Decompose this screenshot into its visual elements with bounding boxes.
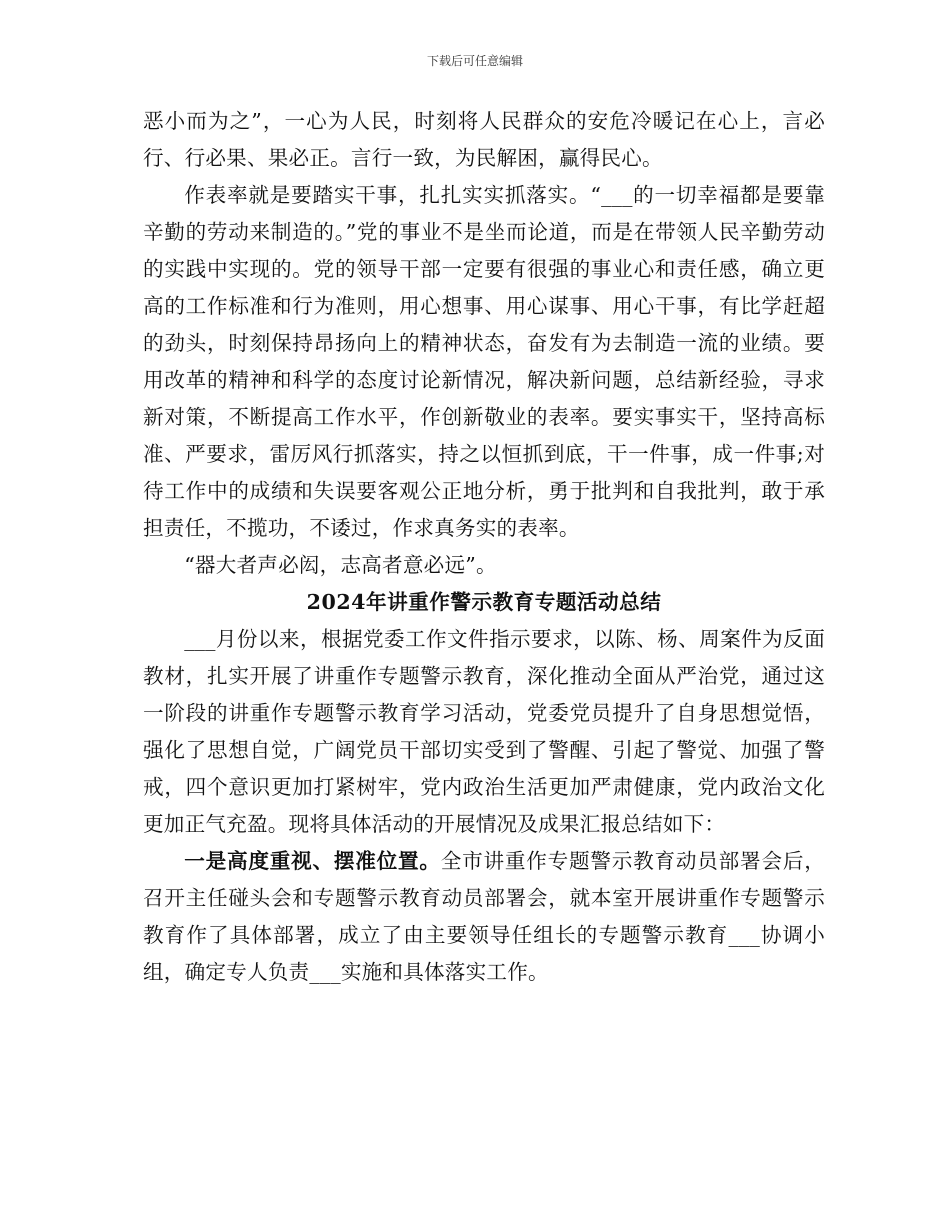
paragraph-exemplar: 作表率就是要踏实干事，扎扎实实抓落实。“___的一切幸福都是要靠辛勤的劳动来制造的。”党的事业不是坐而论道，而是在带领人民辛勤劳动的实践中实现的。党的领导干部一定要有很强的事业心和责任感，确立更高的工作标准和行为准则，用心想事、用心谋事、用心干事，有比学赶超的劲头，时刻保持昂扬向上的精神状态，奋发有为去制造一流的业绩。要用改革的精神和科学的态度讨论新情况，解决新问题，总结新经验，寻求新对策，不断提高工作水平，作创新敬业的表率。要实事实干，坚持高标准、严要求，雷厉风行抓落实，持之以恒抓到底，干一件事，成一件事;对待工作中的成绩和失误要客观公正地分析，勇于批判和自我批判，敢于承担责任，不揽功，不诿过，作求真务实的表率。 — [143, 183, 825, 540]
paragraph-continuation: 恶小而为之”，一心为人民，时刻将人民群众的安危冷暖记在心上，言必行、行必果、果必正。言行一致，为民解困，赢得民心。 — [143, 109, 825, 170]
point-one-lead: 一是高度重视、摆准位置。 — [184, 849, 441, 873]
paragraph-quote: “器大者声必闳，志高者意必远”。 — [184, 553, 497, 577]
page-header: 下载后可任意编辑 — [426, 54, 523, 68]
document-body — [143, 103, 825, 991]
document-title: 2024年讲重作警示教育专题活动总结 — [306, 590, 662, 614]
paragraph-intro: ___月份以来，根据党委工作文件指示要求，以陈、杨、周案件为反面教材，扎实开展了讲重作专题警示教育，深化推动全面从严治党，通过这一阶段的讲重作专题警示教育学习活动，党委党员提升了自身思想觉悟，强化了思想自觉，广阔党员干部切实受到了警醒、引起了警觉、加强了警戒，四个意识更加打紧树牢，党内政治生活更加严肃健康，党内政治文化更加正气充盈。现将具体活动的开展情况及成果汇报总结如下： — [143, 627, 825, 836]
point-one-text: 全市讲重作专题警示教育动员部署会后，召开主任碰头会和专题警示教育动员部署会，就本室开展讲重作专题警示教育作了具体部署，成立了由主要领导任组长的专题警示教育___协调小组，确定专人负责___实施和具体落实工作。 — [143, 849, 825, 984]
paragraph-point-one — [143, 843, 825, 991]
